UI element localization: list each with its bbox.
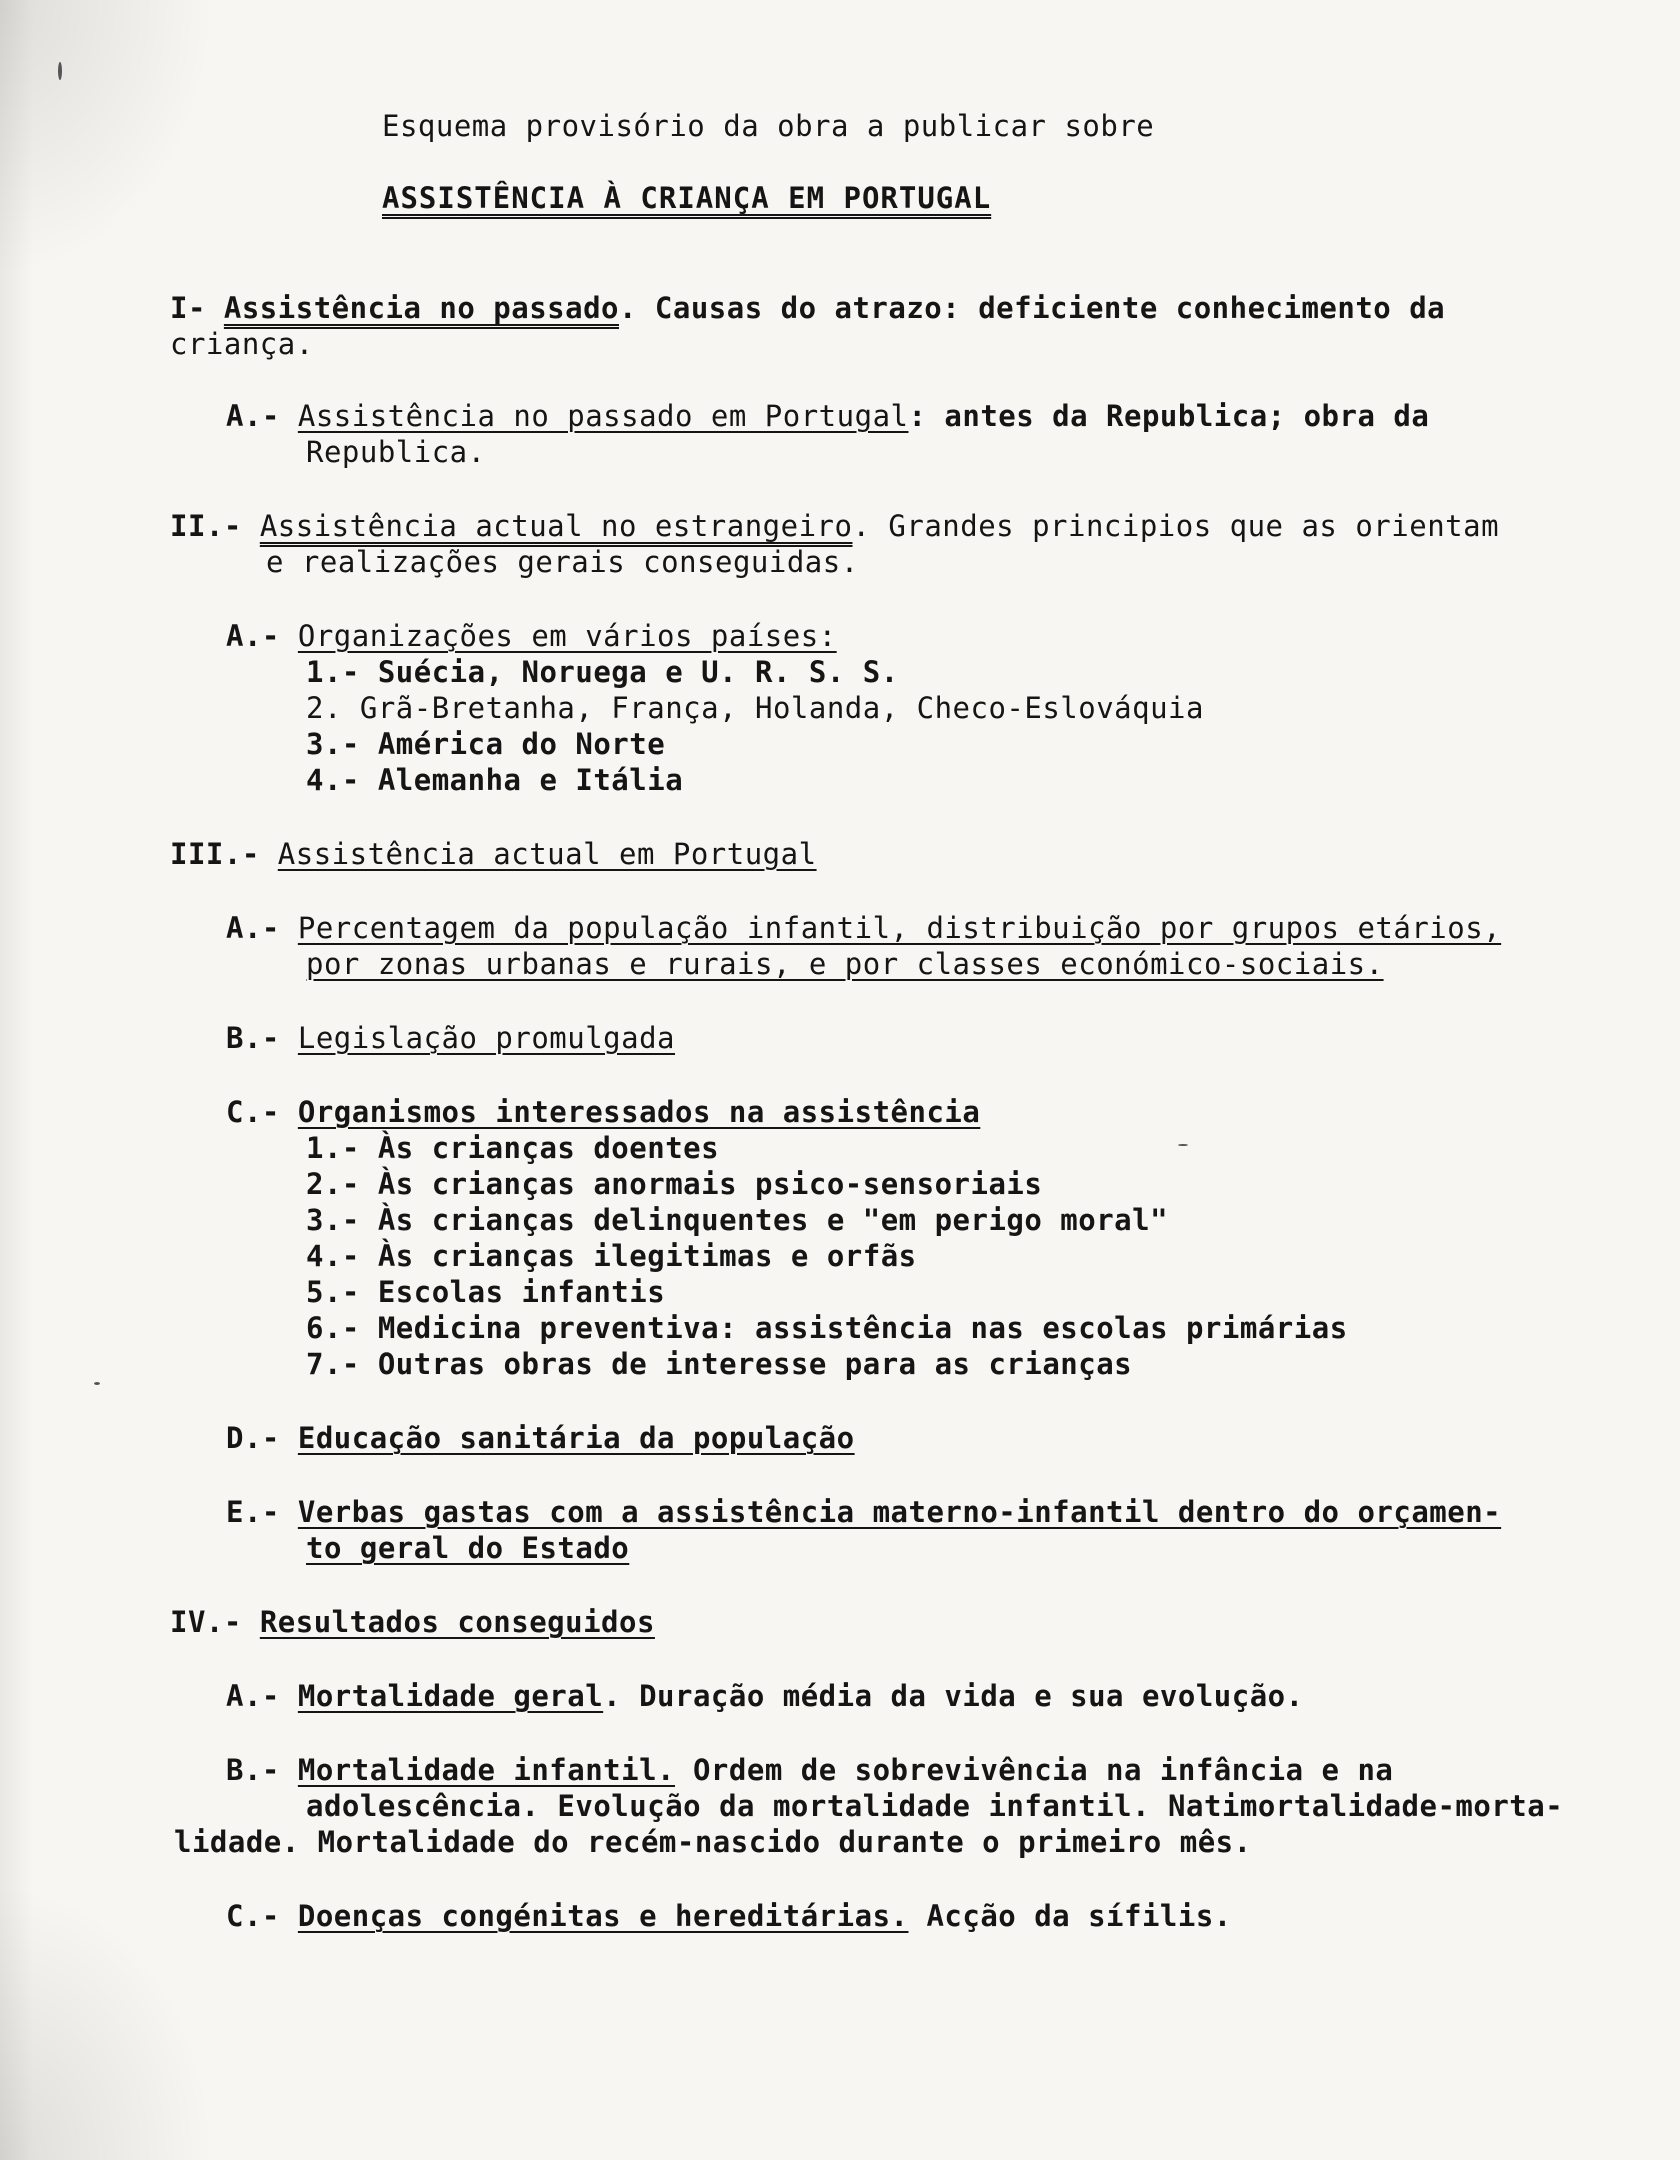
section-3d-label: D.- [226, 1421, 280, 1455]
section-1a-label: A.- [226, 399, 280, 433]
section-1-line2: criança. [170, 327, 314, 361]
section-3-heading: Assistência actual em Portugal [277, 837, 817, 871]
section-3a-line1: Percentagem da população infantil, distribuição por grupos etários, [297, 911, 1502, 945]
section-2-line2: e realizações gerais conseguidas. [266, 545, 859, 579]
section-3c-heading: Organismos interessados na assistência [297, 1095, 981, 1129]
section-3c-item-4: 4.- Às crianças ilegitimas e orfãs [306, 1239, 917, 1273]
section-4c-label: C.- [226, 1899, 280, 1933]
section-3e-line1: Verbas gastas com a assistência materno-infantil dentro do orçamen- [297, 1495, 1502, 1529]
section-2-number: II.- [170, 509, 242, 543]
section-4b-line2: adolescência. Evolução da mortalidade infantil. Natimortalidade-morta- [306, 1789, 1564, 1823]
section-1a-rest: : antes da Republica; obra da [908, 399, 1430, 433]
section-4a-rest: . Duração média da vida e sua evolução. [603, 1679, 1304, 1713]
section-3c-item-7: 7.- Outras obras de interesse para as crianças [306, 1347, 1133, 1381]
section-3e-line2: to geral do Estado [306, 1531, 630, 1565]
section-4b-rest: Ordem de sobrevivência na infância e na [675, 1753, 1394, 1787]
section-4c [226, 1898, 1232, 1934]
section-1a-heading: Assistência no passado em Portugal [297, 399, 909, 433]
section-2-rest: . Grandes principios que as orientam [852, 509, 1500, 543]
section-4a-heading: Mortalidade geral [297, 1679, 604, 1713]
section-3e-label: E.- [226, 1495, 280, 1529]
section-4a-label: A.- [226, 1679, 280, 1713]
section-3-number: III.- [170, 837, 260, 871]
section-1a-line2: Republica. [306, 435, 486, 469]
section-3c-label: C.- [226, 1095, 280, 1129]
section-3d-heading: Educação sanitária da população [297, 1421, 855, 1455]
scan-speck [94, 1382, 100, 1385]
section-3b-label: B.- [226, 1021, 280, 1055]
scan-speck [58, 62, 62, 80]
section-2-line1 [170, 508, 1499, 544]
section-3c-item-1: 1.- Às crianças doentes [306, 1131, 720, 1165]
section-1-heading: Assistência no passado [223, 291, 619, 325]
scan-speck [1178, 1144, 1188, 1146]
section-2a-item-2: 2. Grã-Bretanha, França, Holanda, Checo-Eslováquia [306, 691, 1204, 725]
section-4b-line3: lidade. Mortalidade do recém-nascido durante o primeiro mês. [174, 1825, 1252, 1859]
section-4-line1 [170, 1604, 655, 1640]
section-4b [226, 1752, 1393, 1788]
section-1-line1 [170, 290, 1445, 326]
section-2-heading: Assistência actual no estrangeiro [259, 509, 853, 543]
section-3c [226, 1094, 980, 1130]
section-1-number: I- [170, 291, 206, 325]
section-3a [226, 910, 1501, 946]
section-4-heading: Resultados conseguidos [259, 1605, 655, 1639]
section-4b-label: B.- [226, 1753, 280, 1787]
section-4a [226, 1678, 1304, 1714]
section-3a-label: A.- [226, 911, 280, 945]
section-3b-heading: Legislação promulgada [297, 1021, 676, 1055]
section-3b [226, 1020, 675, 1056]
section-3c-item-2: 2.- Às crianças anormais psico-sensoriais [306, 1167, 1043, 1201]
section-4-number: IV.- [170, 1605, 242, 1639]
section-3e [226, 1494, 1501, 1530]
section-3-line1 [170, 836, 817, 872]
section-1a [226, 398, 1429, 434]
section-4c-heading: Doenças congénitas e hereditárias. [297, 1899, 909, 1933]
document-title: ASSISTÊNCIA À CRIANÇA EM PORTUGAL [382, 181, 992, 215]
section-4b-heading: Mortalidade infantil. [297, 1753, 676, 1787]
section-4c-rest: Acção da sífilis. [908, 1899, 1232, 1933]
section-3c-item-6: 6.- Medicina preventiva: assistência nas escolas primárias [306, 1311, 1348, 1345]
header-subtitle: Esquema provisório da obra a publicar sobre [382, 109, 1155, 143]
section-2a-label: A.- [226, 619, 280, 653]
section-2a-item-3: 3.- América do Norte [306, 727, 666, 761]
section-3d [226, 1420, 855, 1456]
section-1-rest: . Causas do atrazo: deficiente conhecimento da [619, 291, 1446, 325]
section-2a-item-4: 4.- Alemanha e Itália [306, 763, 684, 797]
section-2a [226, 618, 837, 654]
section-3a-line2: por zonas urbanas e rurais, e por classes económico-sociais. [306, 947, 1384, 981]
section-3c-item-5: 5.- Escolas infantis [306, 1275, 666, 1309]
section-2a-heading: Organizações em vários países: [297, 619, 837, 653]
section-2a-item-1: 1.- Suécia, Noruega e U. R. S. S. [306, 655, 899, 689]
section-3c-item-3: 3.- Às crianças delinquentes e "em perigo moral" [306, 1203, 1169, 1237]
